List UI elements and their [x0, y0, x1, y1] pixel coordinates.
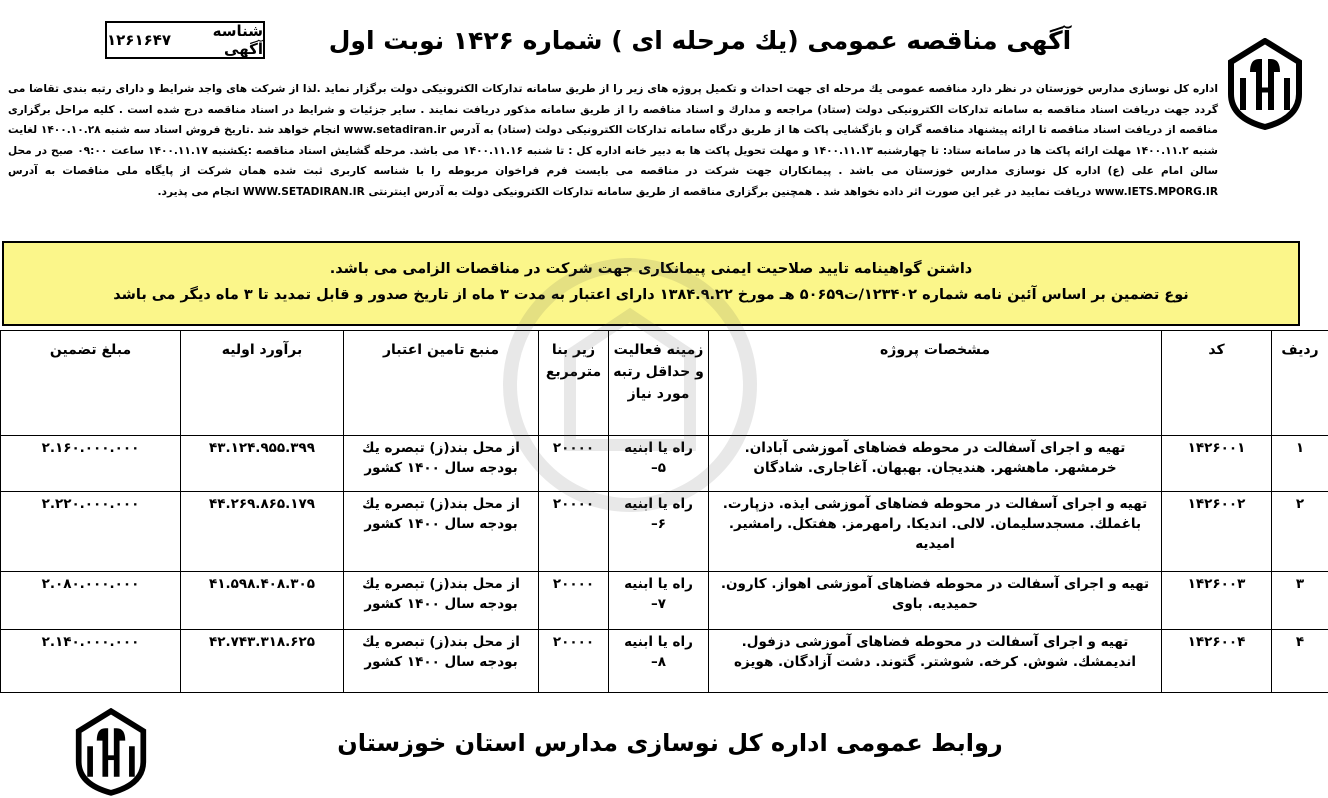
- header-funding: منبع تامین اعتبار: [344, 331, 539, 436]
- intro-line: اداره کل نوسازی مدارس خوزستان در نظر دارد مناقصه عمومی یك مرحله ای جهت احداث و تکمیل پروژه های زیر را از طریق سامانه تدارکات الکترونیکی دولت برگزار نماید .لذا از شرکت های واجد شرایط و دارای رتبه بندی تقاضا: [29, 83, 1218, 95]
- header-row-no: ردیف: [1272, 331, 1328, 436]
- header-project: مشخصات پروژه: [709, 331, 1162, 436]
- notice-line-1: داشتن گواهینامه تایید صلاحیت ایمنی پیمانکاری جهت شرکت در مناقصات الزامی می باشد.: [329, 261, 973, 277]
- ad-id-box: [105, 21, 265, 59]
- header-guarantee: مبلغ تضمین: [1, 331, 181, 436]
- ad-id-value: ۱۲۶۱۶۴۷: [107, 31, 172, 49]
- header-area: زیر بنا مترمربع: [539, 331, 609, 436]
- table-row: ۳ ۱۴۲۶۰۰۳ تهیه و اجرای آسفالت در محوطه فضاهای آموزشی اهواز. کارون. حمیدیه. باوی راه یا ابنیه ۷– ۲۰۰۰۰ از محل بند(ز) تبصره یك بودجه سال ۱۴۰۰ کشور ۴۱.۵۹۸.۴۰۸.۳۰۵ ۲.۰۸۰.۰۰۰.۰۰۰: [1, 572, 1328, 630]
- table-row: ۱ ۱۴۲۶۰۰۱ تهیه و اجرای آسفالت در محوطه فضاهای آموزشی آبادان. خرمشهر. ماهشهر. هندیجان. بهبهان. آغاجاری. شادگان راه یا ابنیه ۵– ۲۰۰۰۰ از محل بند(ز) تبصره یك بودجه سال ۱۴۰۰ کشور ۴۳.۱۲۴.۹۵۵.۳۹۹ ۲.۱۶۰.۰۰۰.۰۰۰: [1, 436, 1328, 492]
- intro-line: امام علی (ع) اداره کل نوسازی مدارس خوزستان می باشد . پیمانکاران جهت شرکت در مناقصه می بایست فرم فراخوان مربوطه را با شناسه کاربری ثبت شده همان شرکت از پایگاه ملی مناقصات به آدرس www.IETS.MPORG.IR دریافت: [8, 165, 1218, 198]
- notice-line-2: نوع تضمین بر اساس آئین نامه شماره ۱۲۳۴۰۲/ت۵۰۶۵۹ هـ مورخ ۱۳۸۴.۹.۲۲ دارای اعتبار به مدت ۳ ماه از تاریخ صدور و قابل تمدید تا ۳ ماه دیگر می باشد: [113, 287, 1189, 303]
- header-activity: زمینه فعالیت و حداقل رتبه مورد نیاز: [609, 331, 709, 436]
- organization-logo-icon: [73, 708, 149, 796]
- ad-id-label: شناسه آگهی: [212, 22, 263, 58]
- intro-line: مناقصه از دریافت اسناد مناقصه تا ارائه پیشنهاد مناقصه گران و بازگشایی پاکت ها از طریق درگاه سامانه تدارکات الکترونیکی دولت (ستاد) به آدرس www.setadiran.ir انجام خواهد شد .تاریخ فروش اسناد سه شنبه ۱۴۰۰.۱۰.۲۸: [40, 124, 1218, 137]
- intro-line: می گردد جهت دریافت اسناد مناقصه به سامانه تدارکات الکترونیکی دولت (ستاد) مراجعه و مدارك و اسناد مناقصه را از طریق سامانه مذکور دریافت نمایند . سایر جزئیات و شرایط در اسناد مناقصه درج شده است . کلیه مراحل برگزاری: [8, 83, 1218, 116]
- table-header-row: [1, 331, 1328, 436]
- guarantee-notice-box: [2, 241, 1300, 326]
- header-estimate: برآورد اولیه: [181, 331, 344, 436]
- projects-table: [0, 330, 1328, 693]
- intro-line: نمایید در غیر این صورت اثر داده نخواهد شد . همچنین برگزاری مناقصه از طریق سامانه تدارکات الکترونیکی دولت به آدرس اینترنتی WWW.SETADIRAN.IR انجام می پذیرد.: [157, 185, 1050, 198]
- header-code: کد: [1162, 331, 1272, 436]
- intro-line: لغایت شنبه ۱۴۰۰.۱۱.۲ مهلت ارائه پاکت ها در سامانه ستاد: تا چهارشنبه ۱۴۰۰.۱۱.۱۳ و مهلت تحویل پاکت ها به دبیر خانه اداره کل : تا شنبه ۱۴۰۰.۱۱.۱۶ می باشد. مرحله گشایش اسناد مناقصه :یکشنبه ۱۴۰۰.۱۱.۱۷ ساعت ۰۹:۰۰ صبح در محل سالن: [8, 124, 1218, 178]
- table-row: ۴ ۱۴۲۶۰۰۴ تهیه و اجرای آسفالت در محوطه فضاهای آموزشی دزفول. اندیمشك. شوش. کرخه. شوشتر. گتوند. دشت آزادگان. هویزه راه یا ابنیه ۸– ۲۰۰۰۰ از محل بند(ز) تبصره یك بودجه سال ۱۴۰۰ کشور ۴۲.۷۴۳.۳۱۸.۶۲۵ ۲.۱۴۰.۰۰۰.۰۰۰: [1, 630, 1328, 693]
- organization-logo-icon: [1225, 38, 1305, 130]
- footer-signature: روابط عمومی اداره کل نوسازی مدارس استان خوزستان: [337, 729, 1003, 757]
- intro-paragraph: [8, 79, 1218, 203]
- table-row: ۲ ۱۴۲۶۰۰۲ تهیه و اجرای آسفالت در محوطه فضاهای آموزشی ایذه. دزپارت. باغملك. مسجدسلیمان. لالی. اندیکا. رامهرمز. هفتکل. رامشیر. امیدیه راه یا ابنیه ۶– ۲۰۰۰۰ از محل بند(ز) تبصره یك بودجه سال ۱۴۰۰ کشور ۴۴.۲۶۹.۸۶۵.۱۷۹ ۲.۲۲۰.۰۰۰.۰۰۰: [1, 492, 1328, 572]
- page-title: آگهی مناقصه عمومی (يك مرحله ای ) شماره ۱۴۲۶ نوبت اول: [328, 26, 1072, 55]
